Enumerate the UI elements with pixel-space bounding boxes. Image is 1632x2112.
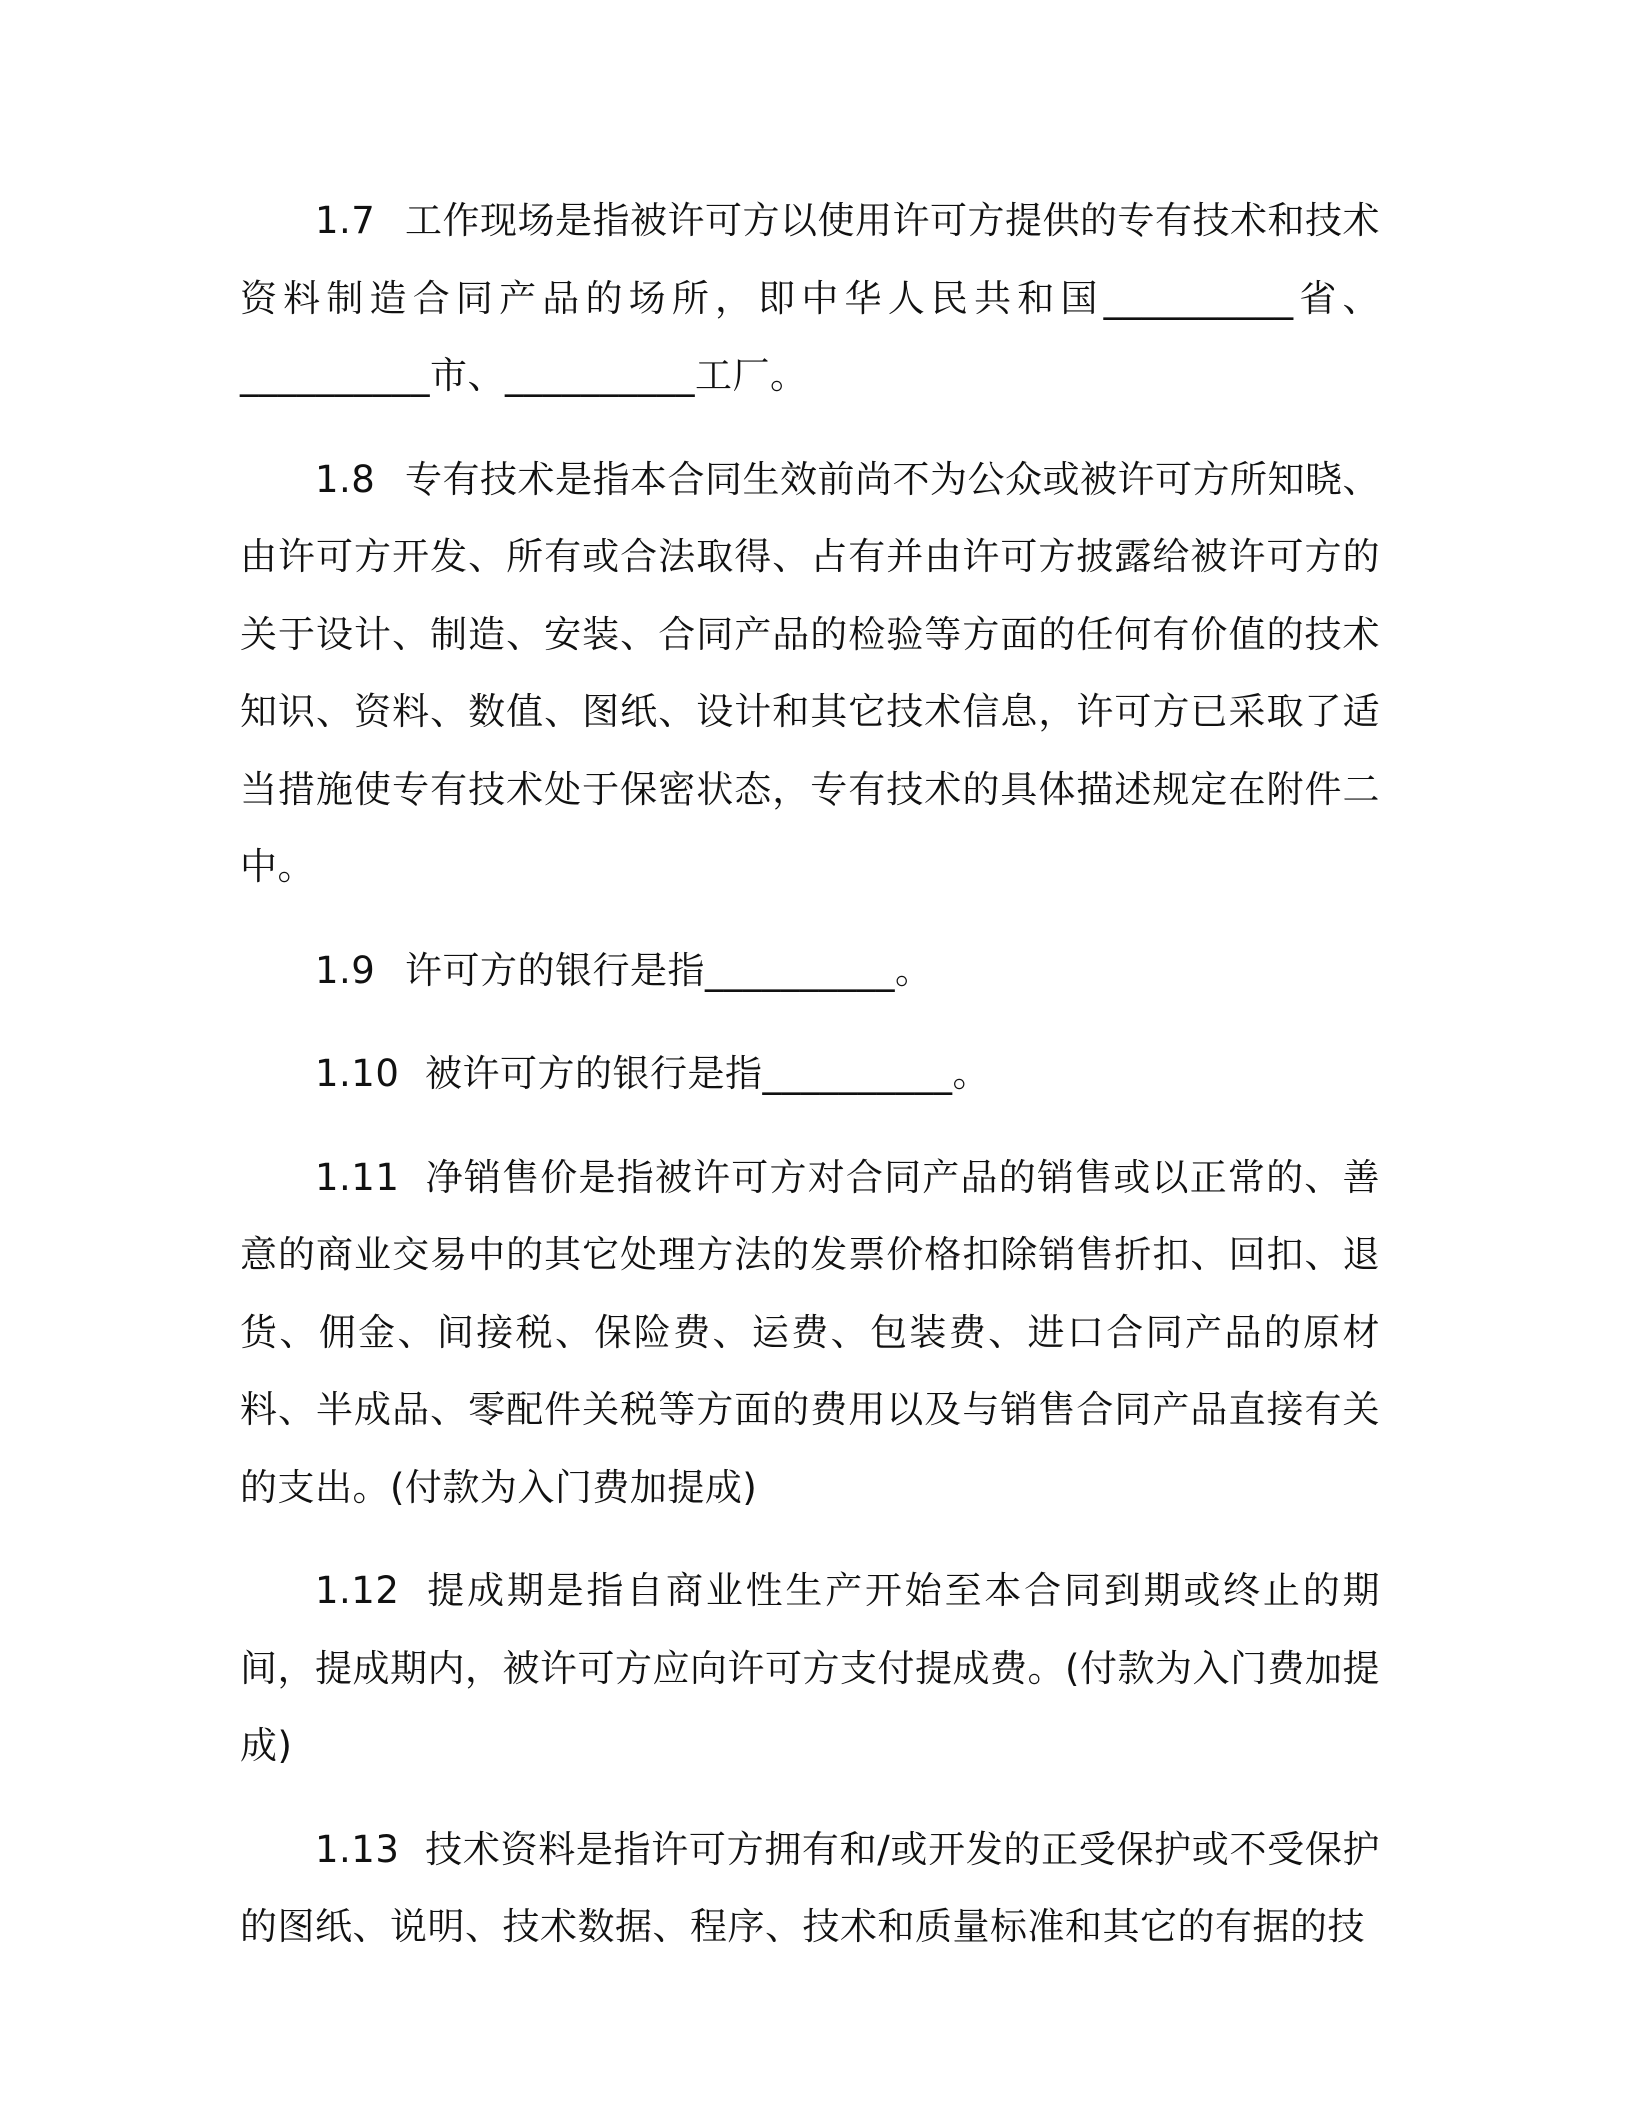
clause-number: 1.11 — [315, 1155, 400, 1199]
clause-number: 1.7 — [315, 199, 376, 242]
clause-1-11 — [240, 1139, 1380, 1527]
clause-text: 工作现场是指被许可方以使用许可方提供的专有技术和技术资料制造合同产品的场所，即中华人民共和国__________省、__________市、__________工厂。 — [240, 199, 1380, 397]
clause-number: 1.8 — [315, 457, 376, 501]
clause-1-7 — [240, 182, 1380, 415]
clause-1-8 — [240, 441, 1380, 906]
clause-text: 净销售价是指被许可方对合同产品的销售或以正常的、善意的商业交易中的其它处理方法的发票价格扣除销售折扣、回扣、退货、佣金、间接税、保险费、运费、包装费、进口合同产品的原材料、半成品、零配件关税等方面的费用以及与销售合同产品直接有关的支出。(付款为入门费加提成) — [240, 1155, 1380, 1509]
clause-number: 1.10 — [315, 1052, 400, 1095]
clause-text: 被许可方的银行是指__________。 — [425, 1052, 990, 1095]
clause-number: 1.9 — [315, 948, 376, 992]
clause-1-9 — [240, 932, 1380, 1010]
clause-text: 提成期是指自商业性生产开始至本合同到期或终止的期间，提成期内，被许可方应向许可方支付提成费。(付款为入门费加提成) — [240, 1569, 1380, 1767]
clause-1-12 — [240, 1552, 1380, 1785]
document-body — [240, 182, 1380, 1992]
clause-1-10 — [240, 1035, 1380, 1113]
clause-text: 技术资料是指许可方拥有和/或开发的正受保护或不受保护的图纸、说明、技术数据、程序、技术和质量标准和其它的有据的技 — [240, 1827, 1380, 1948]
clause-number: 1.12 — [315, 1569, 400, 1612]
clause-number: 1.13 — [315, 1827, 400, 1871]
clause-text: 专有技术是指本合同生效前尚不为公众或被许可方所知晓、由许可方开发、所有或合法取得、占有并由许可方披露给被许可方的关于设计、制造、安装、合同产品的检验等方面的任何有价值的技术知识、资料、数值、图纸、设计和其它技术信息，许可方已采取了适当措施使专有技术处于保密状态，专有技术的具体描述规定在附件二中。 — [240, 457, 1380, 888]
clause-1-13 — [240, 1811, 1380, 1966]
clause-text: 许可方的银行是指__________。 — [405, 948, 933, 992]
